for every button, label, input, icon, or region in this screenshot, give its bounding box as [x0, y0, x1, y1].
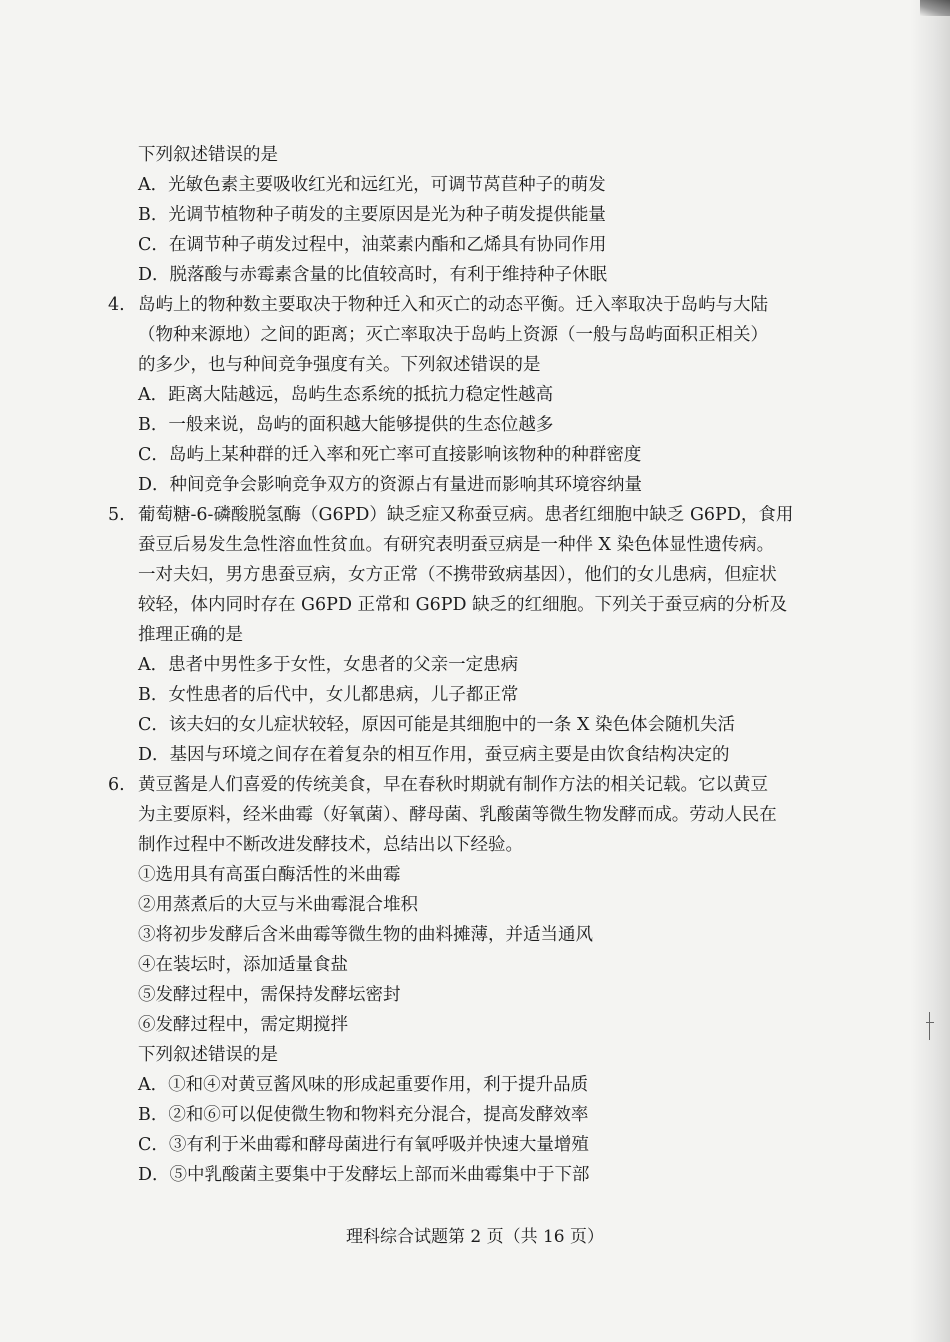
question-number: 5. — [108, 505, 125, 525]
option-d: D．脱落酸与赤霉素含量的比值较高时，有利于维持种子休眠 — [138, 265, 608, 285]
option-d: D．⑤中乳酸菌主要集中于发酵坛上部而米曲霉集中于下部 — [138, 1165, 590, 1185]
margin-mark — [929, 1012, 930, 1040]
option-c: C．③有利于米曲霉和酵母菌进行有氧呼吸并快速大量增殖 — [138, 1135, 589, 1155]
option-d: D．基因与环境之间存在着复杂的相互作用，蚕豆病主要是由饮食结构决定的 — [138, 745, 730, 765]
option-a: A．患者中男性多于女性，女患者的父亲一定患病 — [138, 655, 519, 675]
experience-item-4: ④在装坛时，添加适量食盐 — [138, 955, 348, 975]
question-prompt: 下列叙述错误的是 — [138, 1045, 278, 1065]
option-a: A．光敏色素主要吸收红光和远红光，可调节莴苣种子的萌发 — [138, 175, 606, 195]
option-b: B．②和⑥可以促使微生物和物料充分混合，提高发酵效率 — [138, 1105, 589, 1125]
question-stem-line: 制作过程中不断改进发酵技术，总结出以下经验。 — [138, 835, 523, 855]
experience-item-1: ①选用具有高蛋白酶活性的米曲霉 — [138, 865, 401, 885]
option-b: B．女性患者的后代中，女儿都患病，儿子都正常 — [138, 685, 519, 705]
question-content — [108, 140, 828, 1190]
question-stem-line: 为主要原料，经米曲霉（好氧菌）、酵母菌、乳酸菌等微生物发酵而成。劳动人民在 — [138, 805, 777, 825]
option-d: D．种间竞争会影响竞争双方的资源占有量进而影响其环境容纳量 — [138, 475, 643, 495]
question-3-tail — [108, 140, 828, 290]
question-number: 6. — [108, 775, 125, 795]
option-c: C．岛屿上某种群的迁入率和死亡率可直接影响该物种的种群密度 — [138, 445, 642, 465]
question-5 — [108, 500, 828, 770]
question-stem-line: 一对夫妇，男方患蚕豆病，女方正常（不携带致病基因），他们的女儿患病，但症状 — [138, 565, 777, 585]
question-stem-line: （物种来源地）之间的距离；灭亡率取决于岛屿上资源（一般与岛屿面积正相关） — [138, 325, 768, 345]
scan-corner-mark — [920, 0, 950, 16]
question-6 — [108, 770, 828, 1190]
question-stem-line: 葡萄糖-6-磷酸脱氢酶（G6PD）缺乏症又称蚕豆病。患者红细胞中缺乏 G6PD，食用 — [138, 505, 794, 525]
option-c: C．在调节种子萌发过程中，油菜素内酯和乙烯具有协同作用 — [138, 235, 607, 255]
question-number: 4. — [108, 295, 125, 315]
question-stem-line: 黄豆酱是人们喜爱的传统美食，早在春秋时期就有制作方法的相关记载。它以黄豆 — [138, 775, 768, 795]
question-stem-line: 岛屿上的物种数主要取决于物种迁入和灭亡的动态平衡。迁入率取决于岛屿与大陆 — [138, 295, 768, 315]
question-4 — [108, 290, 828, 500]
question-stem-line: 较轻，体内同时存在 G6PD 正常和 G6PD 缺乏的红细胞。下列关于蚕豆病的分析及 — [138, 595, 788, 615]
experience-item-3: ③将初步发酵后含米曲霉等微生物的曲料摊薄，并适当通风 — [138, 925, 593, 945]
page-footer: 理科综合试题第 2 页（共 16 页） — [345, 1227, 605, 1247]
question-stem-line: 的多少，也与种间竞争强度有关。下列叙述错误的是 — [138, 355, 541, 375]
scan-shadow — [910, 0, 950, 1342]
margin-mark-cross — [926, 1022, 934, 1023]
option-c: C．该夫妇的女儿症状较轻，原因可能是其细胞中的一条 X 染色体会随机失活 — [138, 715, 735, 735]
option-a: A．①和④对黄豆酱风味的形成起重要作用，利于提升品质 — [138, 1075, 589, 1095]
question-stem-line: 推理正确的是 — [138, 625, 243, 645]
question-stem-line: 蚕豆后易发生急性溶血性贫血。有研究表明蚕豆病是一种伴 X 染色体显性遗传病。 — [138, 535, 775, 555]
option-b: B．光调节植物种子萌发的主要原因是光为种子萌发提供能量 — [138, 205, 606, 225]
question-prompt: 下列叙述错误的是 — [138, 145, 278, 165]
option-b: B．一般来说，岛屿的面积越大能够提供的生态位越多 — [138, 415, 554, 435]
experience-item-6: ⑥发酵过程中，需定期搅拌 — [138, 1015, 348, 1035]
experience-item-5: ⑤发酵过程中，需保持发酵坛密封 — [138, 985, 401, 1005]
experience-item-2: ②用蒸煮后的大豆与米曲霉混合堆积 — [138, 895, 418, 915]
option-a: A．距离大陆越远，岛屿生态系统的抵抗力稳定性越高 — [138, 385, 554, 405]
